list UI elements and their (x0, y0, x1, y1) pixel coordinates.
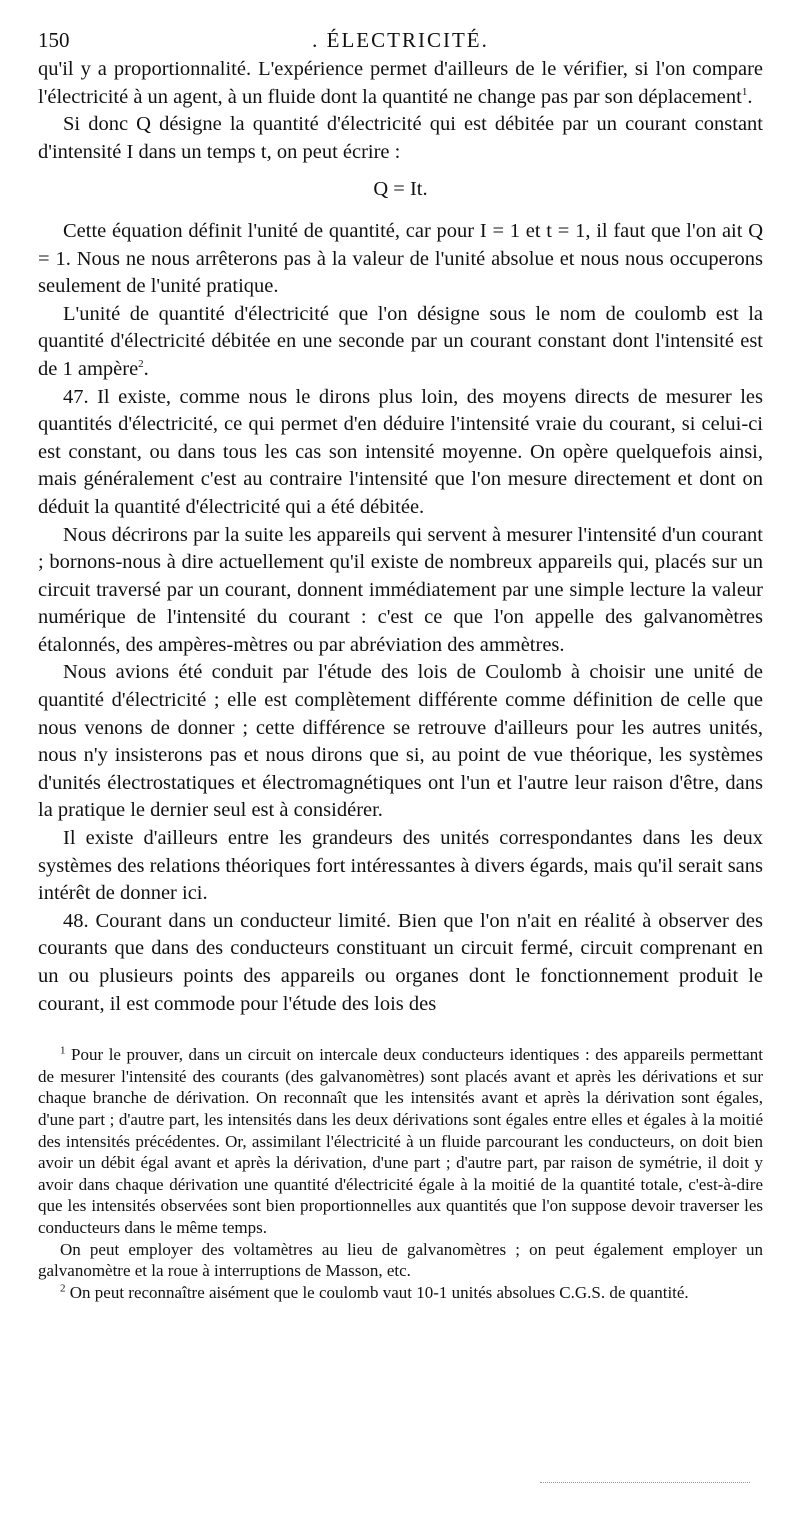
footnote-marker: 2 (60, 1282, 66, 1295)
paragraph-continuation: qu'il y a proportionnalité. L'expérience permet d'ailleurs de le vérifier, si l'on compare l'électricité à un agent, à un fluide dont la quantité ne change pas par son déplacement$^1$. (38, 58, 763, 108)
equation: Q = It. (373, 178, 428, 201)
bottom-rule (540, 1482, 750, 1483)
footnote-marker: 1 (60, 1044, 66, 1057)
paragraph-section-48: 48. Courant dans un conducteur limité. Bien que l'on n'ait en réalité à observer des courants que dans des conducteurs constituant un circuit fermé, circuit comprenant en un ou plusieurs points des appareils ou organes dont le fonctionnement produit le courant, il est commode pour l'étude des lois des (38, 909, 763, 1015)
running-title: . ÉLECTRICITÉ. (312, 28, 489, 52)
paragraph: Nous avions été conduit par l'étude des lois de Coulomb à choisir une unité de quantité d'électricité ; elle est complètement différente comme définition de celle que nous venons de donner ; cette différence se retrouve d'ailleurs pour les autres unités, nous n'y insisterons pas et nous dirons que si, au point de vue théorique, les systèmes d'unités électrostatiques et électromagnétiques ont l'un et l'autre leur raison d'être, dans la pratique le dernier seul est à considérer. (38, 661, 763, 822)
paragraph: L'unité de quantité d'électricité que l'on désigne sous le nom de coulomb est la quantité d'électricité débitée en une seconde par un courant constant dont l'intensité est de 1 ampère$^2$. (38, 302, 763, 380)
page-number: 150 (38, 28, 70, 52)
footnote-1-continued: On peut employer des voltamètres au lieu de galvanomètres ; on peut également employer un galvanomètre et la roue à interruptions de Masson, etc. (38, 1239, 763, 1281)
footnotes (38, 1044, 763, 1303)
footnote-ref-1: 1 (741, 85, 748, 98)
paragraph-section-47: 47. Il existe, comme nous le dirons plus loin, des moyens directs de mesurer les quantités d'électricité, ce qui permet d'en déduire l'intensité vraie du courant, si celui-ci est constant, ou dans tous les cas son intensité moyenne. On opère quelquefois ainsi, mais généralement c'est au contraire l'intensité que l'on mesure directement et dont on déduit la quantité d'électricité qui a été débitée. (38, 385, 763, 518)
paragraph: Cette équation définit l'unité de quantité, car pour I = 1 et t = 1, il faut que l'on ait Q = 1. Nous ne nous arrêterons pas à la valeur de l'unité absolue et nous nous occuperons seulement de l'unité pratique. (38, 219, 763, 298)
paragraph: Il existe d'ailleurs entre les grandeurs des unités correspondantes dans les deux systèmes des relations théoriques fort intéressantes à divers égards, mais qu'il serait sans intérêt de donner ici. (38, 827, 763, 905)
page-header (38, 0, 763, 56)
paragraph: Si donc Q désigne la quantité d'électricité qui est débitée par un courant constant d'intensité I dans un temps t, on peut écrire : (38, 113, 763, 163)
paragraph: Nous décrirons par la suite les appareils qui servent à mesurer l'intensité d'un courant ; bornons-nous à dire actuellement qu'il existe de nombreux appareils qui, placés sur un circuit traversé par un courant, donnent immédiatement par une simple lecture la valeur numérique de l'intensité du courant : c'est ce que l'on appelle des galvanomètres étalonnés, des ampères-mètres ou par abréviation des ammètres. (38, 523, 763, 656)
footnote-2: $^2$ On peut reconnaître aisément que le coulomb vaut 10-1 unités absolues C.G.S. de quantité. (60, 1282, 689, 1302)
footnote-ref-2: 2 (138, 358, 144, 371)
footnote-1: $^1$ Pour le prouver, dans un circuit on intercale deux conducteurs identiques : des appareils permettant de mesurer l'intensité des courants (des galvanomètres) sont placés avant et après les dérivations et sur chaque branche de dérivation. On reconnaît que les intensités avant et après la dérivation sont égales, d'une part ; d'autre part, les intensités dans les deux dérivations sont égales entre elles et égales à la moitié des intensités précédentes. Or, assimilant l'électricité à un fluide parcourant les conducteurs, on doit bien avoir un débit égal avant et après la dérivation, d'une part ; d'autre part, par raison de symétrie, il doit y avoir dans chaque dérivation une quantité d'électricité égale à la moitié de la quantité totale, c'est-à-dire que les intensités observées sont bien proportionnelles aux quantités que l'on suppose devoir traverser les conducteurs dans le même temps. (38, 1044, 763, 1237)
main-text (38, 56, 763, 1018)
